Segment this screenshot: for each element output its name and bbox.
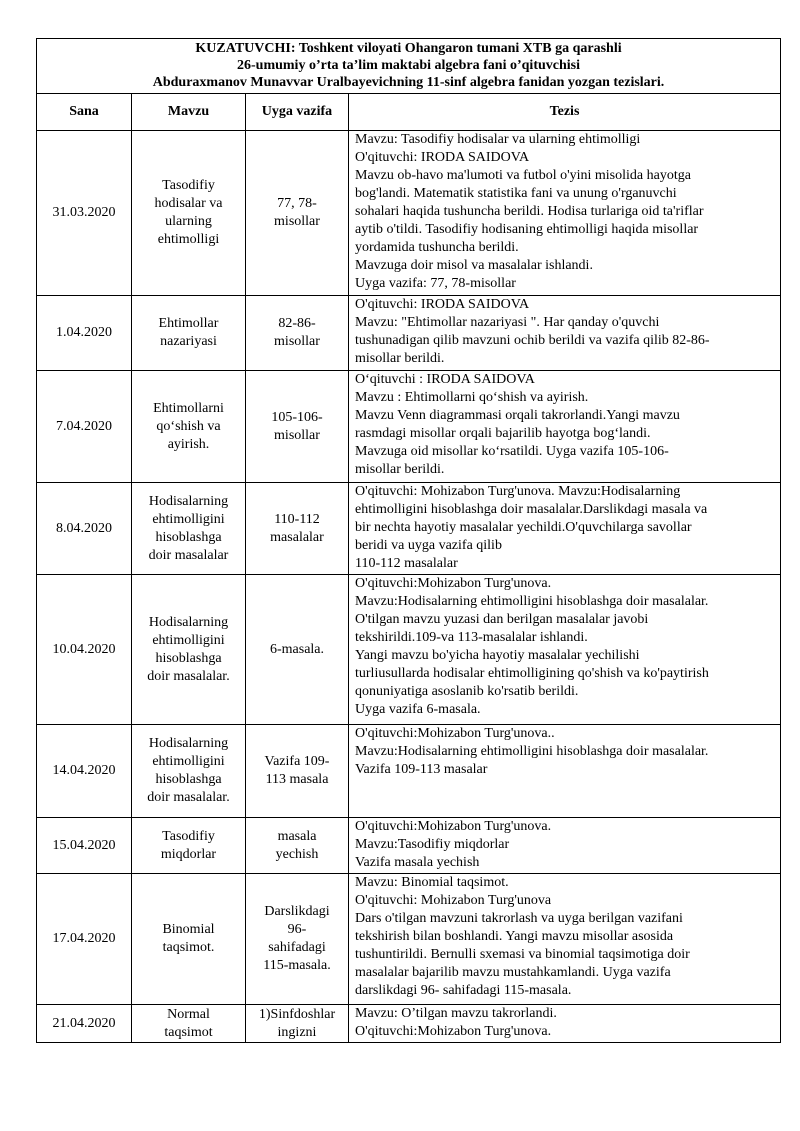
tezis-line: Mavzu: Tasodifiy hodisalar va ularning ehtimolligi bbox=[355, 132, 641, 147]
tezis-line: Mavzu:Tasodifiy miqdorlar bbox=[355, 837, 510, 852]
table-row bbox=[37, 725, 781, 818]
tezis-line: bir nechta hayotiy masalalar yechildi.O'quvchilarga savollar bbox=[355, 520, 692, 535]
topic-line: ularning bbox=[165, 214, 212, 229]
homework-line: 113 masala bbox=[265, 772, 329, 787]
cell-tezis bbox=[349, 575, 781, 725]
tezis-line: Uyga vazifa 6-masala. bbox=[355, 702, 481, 717]
table-row bbox=[37, 575, 781, 725]
cell-date: 31.03.2020 bbox=[37, 131, 132, 296]
cell-date: 7.04.2020 bbox=[37, 371, 132, 483]
tezis-line: Mavzu : Ehtimollarni qo‘shish va ayirish. bbox=[355, 390, 589, 405]
tezis-line: sohalari haqida tushuncha berildi. Hodisa turlariga oid ta'riflar bbox=[355, 204, 704, 219]
cell-topic bbox=[132, 818, 246, 874]
homework-line: 96- bbox=[287, 922, 307, 937]
tezis-line: yordamida tushuncha berildi. bbox=[355, 240, 519, 255]
tezis-line: misollar berildi. bbox=[355, 351, 445, 366]
tezis-line: Dars o'tilgan mavzuni takrorlash va uyga berilgan vazifani bbox=[355, 911, 683, 926]
homework-line: ingizni bbox=[277, 1024, 317, 1040]
cell-tezis bbox=[349, 725, 781, 818]
topic-line: hisoblashga bbox=[155, 772, 222, 787]
homework-line: yechish bbox=[275, 846, 319, 862]
tezis-line: Mavzu: "Ehtimollar nazariyasi ". Har qanday o'quvchi bbox=[355, 315, 660, 330]
table-row bbox=[37, 874, 781, 1005]
header-row bbox=[37, 94, 781, 131]
tezis-line: Uyga vazifa: 77, 78-misollar bbox=[355, 276, 516, 291]
cell-homework bbox=[246, 818, 349, 874]
topic-line: Tasodifiy bbox=[162, 178, 215, 193]
topic-line: Ehtimollarni bbox=[153, 400, 224, 416]
homework-line: 77, 78- bbox=[277, 196, 317, 211]
tezis-line: O'qituvchi:Mohizabon Turg'unova. bbox=[355, 1024, 552, 1039]
topic-line: doir masalalar. bbox=[147, 790, 230, 805]
topic-line: qo‘shish va bbox=[156, 418, 221, 434]
homework-line: 115-masala. bbox=[263, 958, 331, 973]
tezis-line: ehtimolligini hisoblashga doir masalalar.Darslikdagi masala va bbox=[355, 502, 708, 517]
tezis-line: beridi va uyga vazifa qilib bbox=[355, 538, 502, 553]
tezis-line: O'qituvchi:Mohizabon Turg'unova.. bbox=[355, 726, 555, 741]
table-row bbox=[37, 131, 781, 296]
homework-line: Darslikdagi bbox=[264, 904, 330, 919]
homework-line: 110-112 bbox=[274, 511, 320, 527]
table-row bbox=[37, 371, 781, 483]
topic-line: ayirish. bbox=[167, 436, 210, 452]
tezis-line: O'tilgan mavzu yuzasi dan berilgan masalalar javobi bbox=[355, 612, 649, 627]
cell-homework bbox=[246, 874, 349, 1005]
table-row bbox=[37, 818, 781, 874]
cell-homework bbox=[246, 1005, 349, 1043]
homework-line: misollar bbox=[274, 427, 320, 443]
tezis-line: qonuniyatiga asoslanib ko'rsatib berildi. bbox=[355, 684, 579, 699]
topic-line: doir masalalar. bbox=[147, 668, 230, 684]
topic-line: hodisalar va bbox=[154, 196, 223, 211]
cell-date: 8.04.2020 bbox=[37, 483, 132, 575]
topic-line: Tasodifiy bbox=[162, 828, 215, 844]
homework-line: 105-106- bbox=[271, 409, 323, 425]
title-line-3: Abduraxmanov Munavvar Uralbayevichning 11-sinf algebra fanidan yozgan tezislari. bbox=[152, 75, 665, 90]
cell-homework bbox=[246, 296, 349, 371]
cell-date: 17.04.2020 bbox=[37, 874, 132, 1005]
cell-tezis bbox=[349, 296, 781, 371]
cell-date: 14.04.2020 bbox=[37, 725, 132, 818]
topic-line: miqdorlar bbox=[160, 846, 217, 862]
header-topic: Mavzu bbox=[132, 94, 246, 131]
table-row bbox=[37, 483, 781, 575]
tezis-line: Mavzuga doir misol va masalalar ishlandi. bbox=[355, 258, 593, 273]
cell-topic bbox=[132, 483, 246, 575]
tezis-line: Yangi mavzu bo'yicha hayotiy masalalar yechilishi bbox=[355, 648, 640, 663]
cell-topic bbox=[132, 575, 246, 725]
cell-homework bbox=[246, 131, 349, 296]
cell-date: 21.04.2020 bbox=[37, 1005, 132, 1043]
cell-tezis bbox=[349, 818, 781, 874]
tezis-line: masalalar bajarilib mavzu mustahkamlandi. Uyga vazifa bbox=[355, 965, 671, 980]
topic-line: Hodisalarning bbox=[148, 493, 229, 509]
cell-topic bbox=[132, 874, 246, 1005]
cell-tezis bbox=[349, 1005, 781, 1043]
header-tezis: Tezis bbox=[349, 94, 781, 131]
title-line-2: 26-umumiy o’rta ta’lim maktabi algebra fani o’qituvchisi bbox=[237, 58, 580, 73]
homework-line: 82-86- bbox=[278, 316, 316, 331]
tezis-line: Mavzu Venn diagrammasi orqali takrorlandi.Yangi mavzu bbox=[355, 408, 680, 423]
tezis-line: tekshirish bilan boshlandi. Yangi mavzu misollar asosida bbox=[355, 929, 674, 944]
tezis-line: tekshirildi.109-va 113-masalalar ishlandi. bbox=[355, 630, 588, 645]
cell-topic bbox=[132, 371, 246, 483]
tezis-line: bog'landi. Matematik statistika fani va unung o'rganuvchi bbox=[355, 186, 677, 201]
tezis-line: Vazifa 109-113 masalar bbox=[355, 762, 488, 777]
cell-tezis bbox=[349, 371, 781, 483]
document-page bbox=[36, 38, 780, 1043]
topic-line: hisoblashga bbox=[155, 529, 222, 545]
topic-line: taqsimot bbox=[164, 1024, 213, 1040]
homework-line: sahifadagi bbox=[268, 940, 326, 955]
homework-line: masalalar bbox=[270, 529, 324, 545]
homework-line: misollar bbox=[274, 214, 320, 229]
header-homework: Uyga vazifa bbox=[246, 94, 349, 131]
table-row bbox=[37, 1005, 781, 1043]
tezis-line: 110-112 masalalar bbox=[355, 556, 458, 571]
cell-homework bbox=[246, 483, 349, 575]
topic-line: nazariyasi bbox=[160, 334, 217, 349]
homework-line: 6-masala. bbox=[269, 641, 325, 657]
tezis-line: Vazifa masala yechish bbox=[355, 855, 480, 870]
tezis-line: misollar berildi. bbox=[355, 462, 445, 477]
tezis-line: O'qituvchi:Mohizabon Turg'unova. bbox=[355, 819, 552, 834]
tezis-line: O‘qituvchi : IRODA SAIDOVA bbox=[355, 372, 535, 387]
cell-homework bbox=[246, 725, 349, 818]
topic-line: hisoblashga bbox=[155, 650, 222, 666]
title-line-1: KUZATUVCHI: Toshkent viloyati Ohangaron tumani XTB ga qarashli bbox=[195, 41, 622, 56]
topic-line: taqsimot. bbox=[162, 940, 215, 955]
cell-date: 1.04.2020 bbox=[37, 296, 132, 371]
document-title bbox=[37, 39, 781, 94]
tezis-line: aytib o'tildi. Tasodifiy hodisaning ehtimolligi haqida misollar bbox=[355, 222, 699, 237]
topic-line: ehtimolligi bbox=[157, 232, 220, 247]
topic-line: ehtimolligini bbox=[152, 511, 225, 527]
cell-tezis bbox=[349, 483, 781, 575]
cell-topic bbox=[132, 296, 246, 371]
topic-line: doir masalalar bbox=[148, 547, 229, 563]
tezis-line: Mavzu ob-havo ma'lumoti va futbol o'yini misolida hayotga bbox=[355, 168, 691, 183]
tezis-line: Mavzuga oid misollar ko‘rsatildi. Uyga vazifa 105-106- bbox=[355, 444, 669, 459]
topic-line: Ehtimollar bbox=[158, 316, 219, 331]
cell-topic bbox=[132, 131, 246, 296]
topic-line: ehtimolligini bbox=[152, 754, 225, 769]
tezis-line: Mavzu:Hodisalarning ehtimolligini hisoblashga doir masalalar. bbox=[355, 594, 709, 609]
tezis-line: Mavzu: O’tilgan mavzu takrorlandi. bbox=[355, 1006, 557, 1021]
topic-line: Normal bbox=[167, 1006, 210, 1022]
tezis-line: Mavzu:Hodisalarning ehtimolligini hisoblashga doir masalalar. bbox=[355, 744, 709, 759]
homework-line: masala bbox=[277, 828, 317, 844]
tezis-line: O'qituvchi: IRODA SAIDOVA bbox=[355, 150, 530, 165]
title-row bbox=[37, 39, 781, 94]
homework-line: 1)Sinfdoshlar bbox=[258, 1006, 336, 1022]
cell-topic bbox=[132, 1005, 246, 1043]
tezis-line: O'qituvchi:Mohizabon Turg'unova. bbox=[355, 576, 552, 591]
table-row bbox=[37, 296, 781, 371]
homework-line: Vazifa 109- bbox=[264, 754, 330, 769]
header-date: Sana bbox=[37, 94, 132, 131]
topic-line: Binomial bbox=[162, 922, 215, 937]
tezis-table bbox=[36, 38, 781, 1043]
topic-line: Hodisalarning bbox=[148, 614, 229, 630]
cell-tezis bbox=[349, 131, 781, 296]
homework-line: misollar bbox=[274, 334, 320, 349]
cell-homework bbox=[246, 371, 349, 483]
tezis-line: tushunadigan qilib mavzuni ochib berildi va vazifa qilib 82-86- bbox=[355, 333, 710, 348]
tezis-line: Mavzu: Binomial taqsimot. bbox=[355, 875, 509, 890]
tezis-line: O'qituvchi: Mohizabon Turg'unova. Mavzu:Hodisalarning bbox=[355, 484, 681, 499]
tezis-line: tushuntirildi. Bernulli sxemasi va binomial taqsimotiga doir bbox=[355, 947, 690, 962]
cell-topic bbox=[132, 725, 246, 818]
tezis-line: turliusullarda hodisalar ehtimolligining qo'shish va ko'paytirish bbox=[355, 666, 709, 681]
cell-homework bbox=[246, 575, 349, 725]
cell-date: 10.04.2020 bbox=[37, 575, 132, 725]
tezis-line: rasmdagi misollar orqali bajarilib hayotga bog‘landi. bbox=[355, 426, 651, 441]
tezis-line: O'qituvchi: IRODA SAIDOVA bbox=[355, 297, 530, 312]
cell-date: 15.04.2020 bbox=[37, 818, 132, 874]
tezis-line: O'qituvchi: Mohizabon Turg'unova bbox=[355, 893, 552, 908]
topic-line: Hodisalarning bbox=[148, 736, 229, 751]
topic-line: ehtimolligini bbox=[152, 632, 225, 648]
cell-tezis bbox=[349, 874, 781, 1005]
tezis-line: darslikdagi 96- sahifadagi 115-masala. bbox=[355, 983, 572, 998]
